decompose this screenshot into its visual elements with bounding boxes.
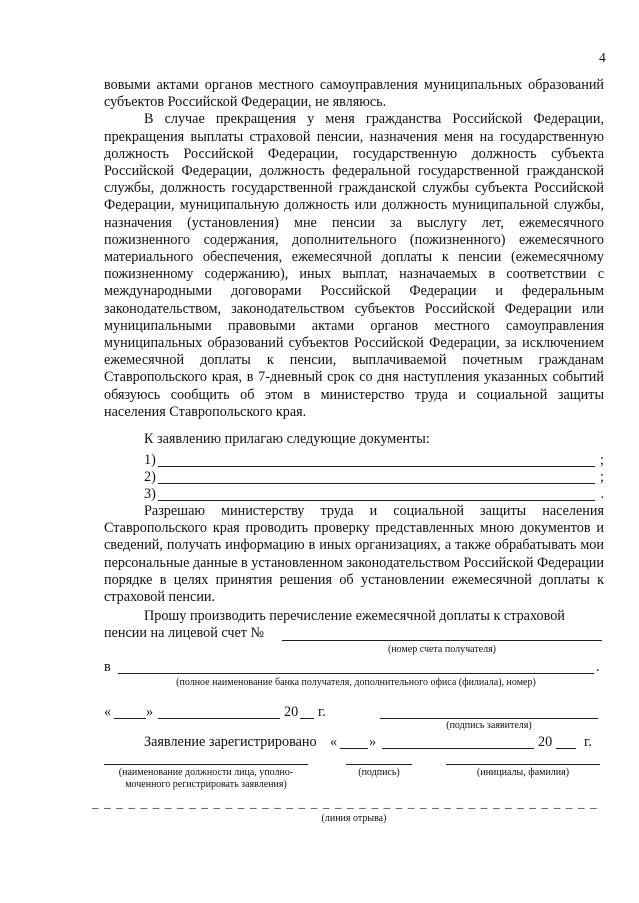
paragraph-continuation: вовыми актами органов местного самоуправления муниципальных образований субъектов Российской Федерации, не являюсь. [104, 77, 604, 111]
account-number-field[interactable] [282, 640, 602, 641]
date-day-field[interactable] [114, 718, 146, 719]
date-year-field[interactable] [300, 718, 314, 719]
registrar-name-field[interactable] [446, 764, 600, 765]
paragraph-obligation: В случае прекращения у меня гражданства Российской Федерации, прекращения выплаты страховой пенсии, назначения меня на государственную должность Российской Федерации, государственную должность субъекта Российской Федерации, должность федеральной государственной гражданской службы, должность государственной гражданской службы субъекта Российской Федерации, муниципальную должность или должность муниципальной службы, назначения (установления) мне пенсии за выслугу лет, ежемесячного пожизненного содержания, дополнительного (пожизненного) ежемесячного материального обеспечения, ежемесячной доплаты к пенсии (ежемесячному пожизненному содержанию), иных выплат, назначаемых в соответствии с международными договорами Российской Федерации и федеральным законодательством, законодательством субъектов Российской Федерации или муниципальными правовыми актами органов местного самоуправления муниципальных образований субъектов Российской Федерации, за исключением ежемесячной доплаты к пенсии, выплачиваемой почетным гражданам Ставропольского края, в 7-дневный срок со дня наступления указанных событий обязуюсь сообщить об этом в министерство труда и социальной защиты населения Ставропольского края. [104, 111, 604, 420]
consent-text: Разрешаю министерству труда и социальной защиты населения Ставропольского края проводить проверку представленных мною документов и сведений, получать информацию в иных организациях, а также обрабатывать мои персональные данные в установленном законодательством Российской Федерации порядке в целях принятия решения об установлении ежемесячной доплаты к страховой пенсии. [104, 503, 604, 606]
attachment-fill-line[interactable] [158, 500, 595, 501]
registrar-position-field[interactable] [104, 764, 308, 765]
attachments-title: К заявлению прилагаю следующие документы: [144, 431, 430, 447]
registration-year-prefix: 20 [538, 734, 553, 750]
account-request-line2: пенсии на лицевой счет № [104, 625, 265, 641]
date-year-suffix: г. [318, 704, 326, 720]
registrar-signature-caption: (подпись) [358, 767, 400, 778]
registration-label: Заявление зарегистрировано [144, 734, 317, 750]
tear-line: _ _ _ _ _ _ _ _ _ _ _ _ _ _ _ _ _ _ _ _ _ _ _ _ _ _ _ _ _ _ _ _ _ _ _ _ _ _ _ _ _ _ [92, 795, 598, 810]
attachment-number: 2) [144, 469, 156, 485]
date-close-quote: » [146, 704, 154, 720]
date-year-prefix: 20 [284, 704, 299, 720]
attachment-item-2 [144, 469, 604, 486]
attachment-end-mark: ; [600, 452, 604, 468]
account-request-line1: Прошу производить перечисление ежемесячной доплаты к страховой [144, 608, 565, 624]
consent-paragraph [104, 503, 604, 606]
bank-prefix: в [104, 659, 111, 675]
account-number-caption: (номер счета получателя) [387, 644, 497, 655]
applicant-signature-caption: (подпись заявителя) [446, 720, 532, 731]
attachment-item-3 [144, 486, 604, 503]
page-number: 4 [599, 50, 606, 65]
date-month-field[interactable] [158, 718, 280, 719]
registrar-position-caption-line2: моченного регистрировать заявления) [125, 779, 287, 790]
bank-name-caption: (полное наименование банка получателя, дополнительного офиса (филиала), номер) [176, 677, 536, 688]
registrar-position-caption-line1: (наименование должности лица, уполно- [118, 767, 294, 778]
body-text [104, 77, 604, 421]
registration-close-quote: » [369, 734, 377, 750]
registrar-name-caption: (инициалы, фамилия) [476, 767, 570, 778]
attachment-fill-line[interactable] [158, 466, 595, 467]
tear-line-caption: (линия отрыва) [321, 813, 387, 824]
attachment-fill-line[interactable] [158, 483, 595, 484]
registration-open-quote: « [330, 734, 338, 750]
registration-month-field[interactable] [382, 748, 534, 749]
attachment-end-mark: . [600, 486, 604, 502]
attachment-end-mark: ; [600, 469, 604, 485]
registration-day-field[interactable] [340, 748, 368, 749]
registration-year-suffix: г. [584, 734, 592, 750]
attachment-number: 1) [144, 452, 156, 468]
date-open-quote: « [104, 704, 112, 720]
attachment-item-1 [144, 452, 604, 469]
registrar-signature-field[interactable] [346, 764, 412, 765]
bank-end-mark: . [596, 659, 600, 675]
attachment-number: 3) [144, 486, 156, 502]
bank-name-field[interactable] [118, 673, 594, 674]
registration-year-field[interactable] [556, 748, 576, 749]
applicant-signature-field[interactable] [380, 718, 598, 719]
